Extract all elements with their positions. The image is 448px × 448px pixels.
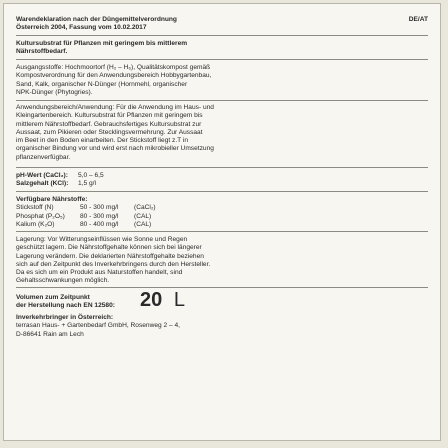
volume-display xyxy=(140,289,428,311)
nutrient-range: 80 - 300 mg/l xyxy=(80,212,119,220)
usage-line: Kleingartenbereich. Kultursubstrat für Pflanzen mit geringem bis xyxy=(16,112,203,120)
divider xyxy=(16,35,428,36)
divider xyxy=(16,287,428,288)
distributor-heading: Inverkehrbringer in Österreich: xyxy=(16,314,114,321)
distributor xyxy=(16,314,428,339)
property-label: pH-Wert (CaCl₂): xyxy=(16,172,68,179)
ingredients-line: Ausgangsstoffe: Hochmoortorf (H₂ – H₆), Qualitätskompost gemäß xyxy=(16,64,211,71)
storage-line: Da es sich um ein Produkt aus Naturstoffen handelt, sind xyxy=(16,269,183,277)
storage-line: Lagerung verändern. Die deklarierten Nährstoffgehalte beziehen xyxy=(16,252,204,260)
distributor-line: terrasan Haus- + Gartenbedarf GmbH, Rosenweg 2 – 4, xyxy=(16,322,181,330)
divider xyxy=(16,191,428,192)
product-label xyxy=(3,3,441,441)
property-value: 5,0 – 6,5 xyxy=(78,172,104,179)
usage-line: Aussaat, zum Pikieren oder Stecklingsvermehrung. Zur Aussaat xyxy=(16,128,203,136)
declaration-header xyxy=(16,16,428,33)
nutrient-name: Kalium (K₂O) xyxy=(16,220,55,228)
product-type-line: Nährstoffbedarf. xyxy=(16,48,68,56)
nutrients-heading: Verfügbare Nährstoffe: xyxy=(16,196,88,203)
storage-line: Lagerung: Vor Witterungseinflüssen wie Sonne und Regen xyxy=(16,236,188,243)
property-value: 1,5 g/l xyxy=(78,180,96,188)
volume-label-line: der Herstellung nach EN 12580: xyxy=(16,302,115,310)
divider xyxy=(16,100,428,101)
nutrient-range: 80 - 400 mg/l xyxy=(80,220,119,228)
distributor-line: D-86641 Rain am Lech xyxy=(16,330,84,338)
volume-unit: L xyxy=(173,289,185,311)
nutrients xyxy=(16,196,428,229)
volume-value: 20 xyxy=(140,289,163,311)
nutrient-method: (CaCl₂) xyxy=(134,204,156,212)
usage-line: mittlerem Nährstoffbedarf. Gebrauchsfertiges Kultursubstrat zur xyxy=(16,120,202,128)
properties xyxy=(16,172,428,189)
divider xyxy=(16,231,428,232)
ingredients xyxy=(16,64,428,97)
storage-line: Gehaltsschwankungen möglich. xyxy=(16,277,110,285)
property-label: Salzgehalt (KCl): xyxy=(16,180,69,188)
storage-line: geschützt lagern. Die Nährstoffgehalte können sich bei längerer xyxy=(16,244,202,252)
nutrient-name: Phosphat (P₂O₅) xyxy=(16,212,65,220)
storage-line: sich auf den Zeitpunkt des Inverkehrbringens durch den Hersteller. xyxy=(16,260,211,268)
product-type-line: Kultursubstrat für Pflanzen mit geringem bis mittlerem xyxy=(16,40,188,47)
storage xyxy=(16,236,428,286)
property-row xyxy=(16,180,428,188)
declaration-title: Warendeklaration nach der Düngemittelverordnung xyxy=(16,16,177,23)
divider xyxy=(16,59,428,60)
usage-line: organischer Bindung vor und wird erst nach mikrobieller Umsetzung xyxy=(16,145,214,153)
nutrient-method: (CAL) xyxy=(134,220,152,228)
usage xyxy=(16,104,428,162)
ingredients-line: NPK-Dünger (Phytogries). xyxy=(16,88,93,96)
property-row xyxy=(16,172,428,180)
volume-label-line: Volumen zum Zeitpunkt xyxy=(16,294,90,301)
nutrient-range: 50 - 300 mg/l xyxy=(80,204,119,212)
usage-line: im Beet in den Boden einarbeiten. Der Stickstoff liegt z.T in xyxy=(16,137,189,145)
nutrient-name: Stickstoff (N) xyxy=(16,204,54,212)
nutrients-table xyxy=(16,204,428,229)
product-type xyxy=(16,40,428,57)
regulation-version: Österreich 2004, Fassung vom 10.02.2017 xyxy=(16,24,147,32)
ingredients-line: Kompostverordnung für den Anwendungsbereich Hobbygartenbau, xyxy=(16,72,212,80)
country-code: DE/AT xyxy=(408,16,428,23)
ingredients-line: Sand, Kalk, organischer N-Dünger (Hornmehl, organischer xyxy=(16,80,188,88)
usage-line: pflanzenverfügbar. xyxy=(16,153,71,161)
divider xyxy=(16,167,428,168)
nutrient-method: (CAL) xyxy=(134,212,152,220)
usage-line: Anwendungsbereich/Anwendung: Für die Anwendung im Haus- und xyxy=(16,104,214,111)
